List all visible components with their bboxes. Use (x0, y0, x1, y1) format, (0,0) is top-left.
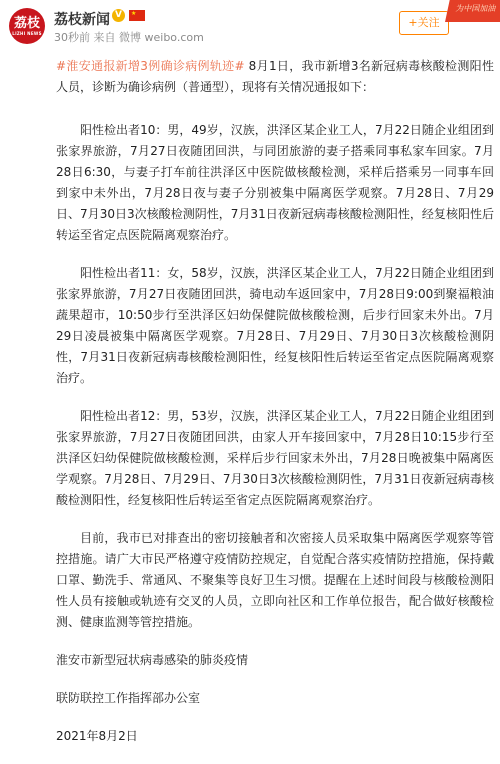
signature-date: 2021年8月2日 (56, 729, 138, 743)
follow-button[interactable]: +关注 (399, 11, 449, 35)
post-source[interactable]: 微博 weibo.com (119, 31, 204, 44)
case-12-paragraph: 阳性检出者12：男，53岁，汉族，洪泽区某企业工人，7月22日随企业组团到张家界旅游，7月27日夜随团回洪，由家人开车接回家中，7月28日10:15步行至洪泽区妇幼保健院做核酸检测，采样后步行回家未外出，7月28日晚被集中隔离医学观察。7月28日、7月29日、7月30日3次核酸检测阴性，7月31日夜新冠病毒核酸检测阳性，经复核阳性后转运至省定点医院隔离观察治疗。 (56, 409, 494, 507)
avatar-text: 荔枝 (13, 15, 40, 31)
post-time: 30秒前 (54, 31, 90, 44)
post-intro (56, 56, 494, 98)
source-prefix: 来自 (93, 31, 116, 44)
avatar-subtext: LIZHI NEWS (12, 30, 42, 36)
topic-link[interactable]: #淮安通报新增3例确诊病例轨迹# (56, 59, 245, 73)
account-name[interactable]: 荔枝新闻 (54, 12, 110, 28)
verified-badge-icon: V (112, 9, 125, 22)
case-10-paragraph: 阳性检出者10：男，49岁，汉族，洪泽区某企业工人，7月22日随企业组团到张家界旅游，7月27日夜随团回洪，与同团旅游的妻子搭乘同事私家车回家。7月28日6:30，与妻子打车前往洪泽区中医院做核酸检测，采样后搭乘另一同事车回到家中未外出，7月28日夜与妻子分别被集中隔离医学观察。7月28日、7月29日、7月30日3次核酸检测阴性，7月31日夜新冠病毒核酸检测阳性，经复核阳性后转运至省定点医院隔离观察治疗。 (56, 123, 494, 242)
banner-ribbon: 为中国加油 (445, 0, 500, 22)
china-flag-icon: ★ (129, 10, 145, 21)
avatar[interactable] (9, 8, 45, 44)
signature-org-line-1: 淮安市新型冠状病毒感染的肺炎疫情 (56, 653, 249, 667)
post-header (0, 0, 500, 50)
case-11-paragraph: 阳性检出者11：女，58岁，汉族，洪泽区某企业工人，7月22日随企业组团到张家界旅游，7月27日夜随团回洪，骑电动车返回家中，7月28日9:00到聚福粮油蔬果超市，10:50步行至洪泽区妇幼保健院做核酸检测，后步行回家未外出。7月29日凌晨被集中隔离医学观察。7月28日、7月29日、7月30日3次核酸检测阴性，7月31日夜新冠病毒核酸检测阳性，经复核阳性后转运至省定点医院隔离观察治疗。 (56, 266, 494, 385)
signature-org-line-2: 联防联控工作指挥部办公室 (56, 691, 201, 705)
intro-text: 8月1日，我市新增3名新冠病毒核酸检测阳性人员，诊断为确诊病例（普通型），现将有关情况通报如下： (56, 59, 494, 94)
measures-paragraph: 目前，我市已对排查出的密切接触者和次密接人员采取集中隔离医学观察等管控措施。请广大市民严格遵守疫情防控规定，自觉配合落实疫情防控措施，保持戴口罩、勤洗手、常通风、不聚集等良好卫生习惯。提醒在上述时间段与核酸检测阳性人员有接触或轨迹有交叉的人员，立即向社区和工作单位报告，配合做好核酸检测、健康监测等管控措施。 (56, 531, 494, 629)
post-meta (54, 29, 204, 45)
post-content (56, 56, 494, 764)
